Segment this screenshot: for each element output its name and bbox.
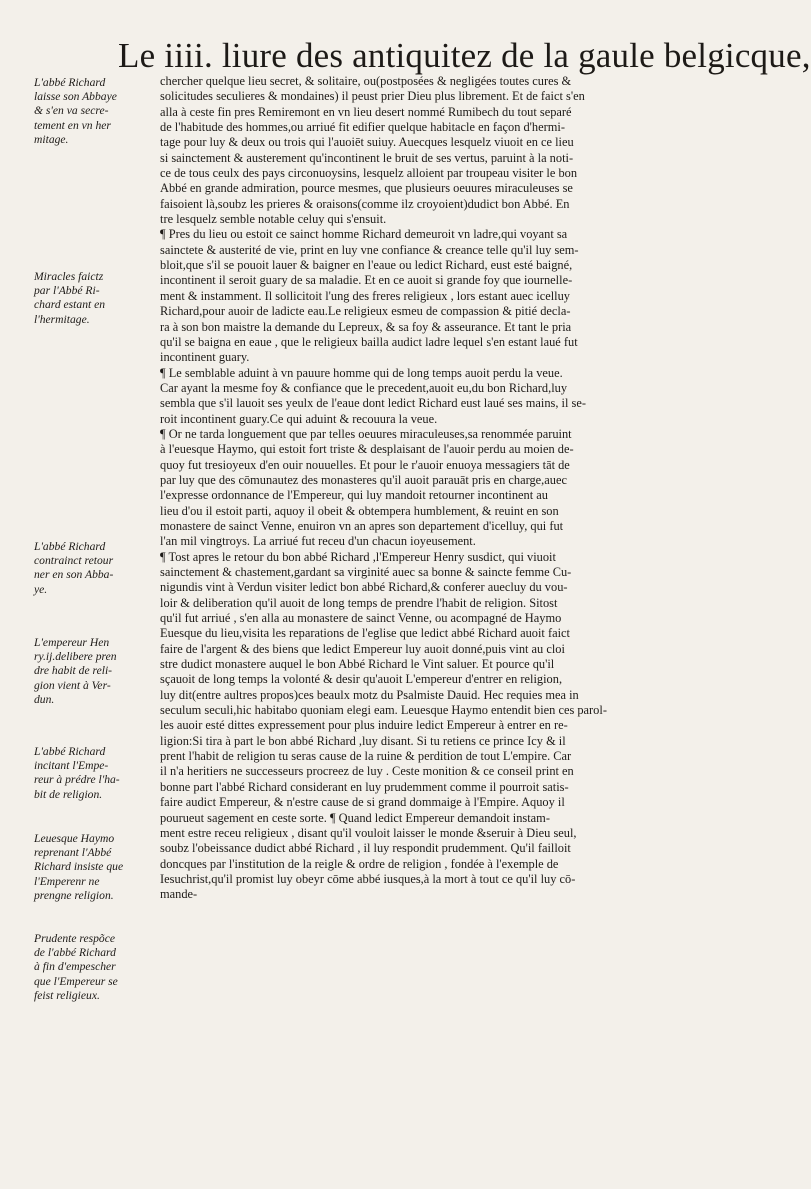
body-line: sçauoit de long temps la volonté & desir qu'auoit L'empereur d'entrer en religion, xyxy=(160,672,563,687)
body-line: alla à ceste fin pres Remiremont en vn lieu desert nommé Rumibech du tout separé xyxy=(160,104,572,119)
margin-note-line: ner en son Abba- xyxy=(34,568,114,582)
margin-note xyxy=(34,540,156,597)
body-line: Euesque du lieu,visita les reparations de l'eglise que ledict abbé Richard auoit faict xyxy=(160,626,570,641)
body-line: ¶ Or ne tarda longuement que par telles oeuures miraculeuses,sa renommée paruint xyxy=(160,426,572,441)
body-line: Richard,pour auoir de ladicte eau.Le religieux esmeu de compassion & pitié decla- xyxy=(160,304,571,319)
body-line: tage pour luy & deux ou trois qui l'auoiēt suiuy. Auecques lesquelz viuoit en ce lieu xyxy=(160,135,574,150)
margin-note-line: prengne religion. xyxy=(34,888,114,902)
body-line: ce de tous ceulx des pays circonuoysins, lesquelz alloient par troupeau visiter le bon xyxy=(160,166,578,181)
margin-note-line: feist religieux. xyxy=(34,988,100,1002)
body-text xyxy=(160,74,686,903)
body-line: soubz l'obeissance dudict abbé Richard , il luy respondit prudemment. Qu'il failloit xyxy=(160,841,571,856)
body-line: il n'a heritiers ne successeurs procreez de luy . Ceste monition & ce conseil print en xyxy=(160,764,574,779)
body-line: qu'il se baigna en eaue , que le religieux bailla audict ladre lequel s'en estant laué fut xyxy=(160,334,578,349)
margin-note-line: dun. xyxy=(34,692,55,706)
margin-note xyxy=(34,636,156,707)
margin-note-line: incitant l'Empe- xyxy=(34,759,109,773)
body-line: faisoient là,soubz les prieres & oraisons(comme ilz croyoient)dudict bon Abbé. En xyxy=(160,196,570,211)
margin-note-line: mitage. xyxy=(34,132,69,146)
margin-note-line: contrainct retour xyxy=(34,554,114,568)
body-line: Car ayant la mesme foy & confiance que le precedent,auoit eu,du bon Richard,luy xyxy=(160,380,568,395)
body-line: pourueut sagement en ceste sorte. ¶ Quand ledict Empereur demandoit instam- xyxy=(160,810,550,825)
body-line: chercher quelque lieu secret, & solitaire, ou(postposées & negligées toutes cures & xyxy=(160,74,572,88)
body-line: sembla que s'il lauoit ses yeulx de l'eaue dont ledict Richard eust laué ses mains, il se- xyxy=(160,396,586,411)
body-line: bonne part l'abbé Richard considerant en luy prudemment comme il pourroit satis- xyxy=(160,779,569,794)
running-header: Le iiii. liure des antiquitez de la gaule belgicque, xyxy=(118,36,811,75)
margin-note-line: ry.ij.delibere pren xyxy=(34,650,117,664)
body-line: lieu d'ou il estoit parti, aquoy il obeit & obtempera humblement, & reuint en son xyxy=(160,503,559,518)
body-line: sainctement & chastement,gardant sa virginité auec sa bonne & saincte femme Cu- xyxy=(160,565,572,579)
margin-note-line: laisse son Abbaye xyxy=(34,90,117,104)
margin-note xyxy=(34,832,156,903)
body-line: incontinent il seroit guary de sa maladie. Et en ce auoit si grande foy que iournelle- xyxy=(160,273,573,288)
body-line: Iesuchrist,qu'il promist luy obeyr cōme abbé iusques,à la mort à tout ce qu'il luy cō- xyxy=(160,871,576,886)
body-line: stre dudict monastere auquel le bon Abbé Richard le Vint saluer. Et pource qu'il xyxy=(160,657,555,672)
body-line: les auoir esté dittes expressement pour plus induire ledict Empereur à entrer en re- xyxy=(160,718,568,733)
body-line: solicitudes seculieres & mondaines) il peust prier Dieu plus librement. Et de faict s'en xyxy=(160,89,585,104)
margin-note-line: par l'Abbé Ri- xyxy=(34,284,100,298)
body-line: Abbé en grande admiration, pource mesmes, que plusieurs oeuures miraculeuses se xyxy=(160,181,573,196)
margin-note-line: Prudente respõce xyxy=(34,932,116,945)
margin-note-line: l'Emperenr ne xyxy=(34,874,100,888)
body-line: incontinent guary. xyxy=(160,350,250,365)
body-line: doncques par l'institution de la reigle & ordre de religion , fondée à l'exemple de xyxy=(160,856,559,871)
body-line: loir & deliberation qu'il auoit de long temps de prendre l'habit de religion. Sitost xyxy=(160,595,558,610)
body-line: faire audict Empereur, & n'estre cause de si grand dommaige à l'Empire. Aquoy il xyxy=(160,795,565,810)
margin-note-line: L'abbé Richard xyxy=(34,76,106,89)
margin-note-line: l'hermitage. xyxy=(34,312,90,326)
body-line: mande- xyxy=(160,887,198,902)
body-line: à l'euesque Haymo, qui estoit fort triste & desplaisant de l'auoir perdu au moien de- xyxy=(160,442,574,457)
body-line: ¶ Le semblable aduint à vn pauure homme qui de long temps auoit perdu la veue. xyxy=(160,365,563,380)
margin-note-line: dre habit de reli- xyxy=(34,664,113,678)
body-line: quoy fut tresioyeux d'en ouir nouuelles. Et pour le r'auoir enuoya messagiers tāt de xyxy=(160,457,570,472)
body-line: de l'habitude des hommes,ou arriué fit edifier quelque habitacle en façon d'hermi- xyxy=(160,120,565,135)
margin-note-line: bit de religion. xyxy=(34,787,103,801)
margin-note-line: à fin d'empescher xyxy=(34,960,116,974)
body-line: sainctete & austerité de vie, print en luy vne confiance & creance telle qu'il luy sem- xyxy=(160,242,579,257)
body-line: ra à son bon maistre la demande du Lepreux, & sa foy & asseurance. Et tant le pria xyxy=(160,319,572,334)
body-line: ¶ Tost apres le retour du bon abbé Richard ,l'Empereur Henry susdict, qui viuoit xyxy=(160,549,556,564)
body-line: monastere de sainct Venne, enuiron vn an apres son departement d'icelluy, qui fut xyxy=(160,518,564,533)
body-line: ment & instamment. Il sollicitoit l'ung des freres religieux , lors estant auec icelluy xyxy=(160,288,570,303)
margin-note-line: tement en vn her xyxy=(34,118,111,132)
margin-note xyxy=(34,745,156,802)
margin-note-line: Richard insiste que xyxy=(34,860,124,874)
margin-note-line: reur à prédre l'ha- xyxy=(34,773,120,787)
margin-note-line: reprenant l'Abbé xyxy=(34,846,112,860)
body-line: roit incontinent guary.Ce qui aduint & recouura la veue. xyxy=(160,411,438,426)
margin-note-line: gion vient à Ver- xyxy=(34,678,111,692)
body-line: qu'il fut arriué , s'en alla au monastere de sainct Venne, ou acompagné de Haymo xyxy=(160,611,562,626)
margin-note xyxy=(34,76,156,147)
margin-note-line: Miracles faictz xyxy=(34,270,104,283)
margin-note-line: ye. xyxy=(34,582,48,596)
margin-note-line: L'abbé Richard xyxy=(34,745,106,758)
body-line: prent l'habit de religion tu seras cause de la ruine & perdition de tout L'empire. Car xyxy=(160,749,572,764)
body-line: l'expresse ordonnance de l'Empereur, qui luy mandoit retourner incontinent au xyxy=(160,488,548,503)
margin-note xyxy=(34,932,156,1003)
margin-note-line: chard estant en xyxy=(34,298,106,312)
body-line: ligion:Si tira à part le bon abbé Richard ,luy disant. Si tu retiens ce prince Icy & il xyxy=(160,733,566,748)
margin-note xyxy=(34,270,156,327)
body-line: ment estre receu religieux , disant qu'il vouloit laisser le monde &seruir à Dieu seul, xyxy=(160,825,577,840)
body-line: luy dit(entre aultres propos)ces beaulx motz du Psalmiste Dauid. Hec requies mea in xyxy=(160,687,579,702)
margin-note-line: que l'Empereur se xyxy=(34,974,118,988)
body-line: faire de l'argent & des biens que ledict Empereur luy auoit donné,puis vint au cloi xyxy=(160,641,565,656)
margin-note-line: de l'abbé Richard xyxy=(34,946,116,960)
body-line: si sainctement & austerement qu'incontinent le bruit de ses vertus, paruint à la noti- xyxy=(160,150,574,165)
margin-note-line: L'abbé Richard xyxy=(34,540,106,553)
body-line: bloit,que s'il se pouoit lauer & baigner en l'eaue ou ledict Richard, eust esté baigné, xyxy=(160,258,573,273)
body-line: nigundis vint à Verdun visiter ledict bon abbé Richard,& conferer auecluy du vou- xyxy=(160,580,568,595)
body-line: seculum seculi,hic habitabo quoniam elegi eam. Leuesque Haymo entendit bien ces parol- xyxy=(160,703,607,718)
body-line: tre lesquelz semble notable celuy qui s'ensuit. xyxy=(160,212,387,227)
margin-note-line: L'empereur Hen xyxy=(34,636,110,649)
body-line: ¶ Pres du lieu ou estoit ce sainct homme Richard demeuroit vn ladre,qui voyant sa xyxy=(160,227,568,242)
margin-note-line: & s'en va secre- xyxy=(34,104,109,118)
margin-note-line: Leuesque Haymo xyxy=(34,832,115,845)
body-line: l'an mil vingtroys. La arriué fut receu d'un chacun ioyeusement. xyxy=(160,534,476,549)
body-line: par luy que des cōmunautez des monasteres qu'il auoit parauāt pris en charge,auec xyxy=(160,472,567,487)
